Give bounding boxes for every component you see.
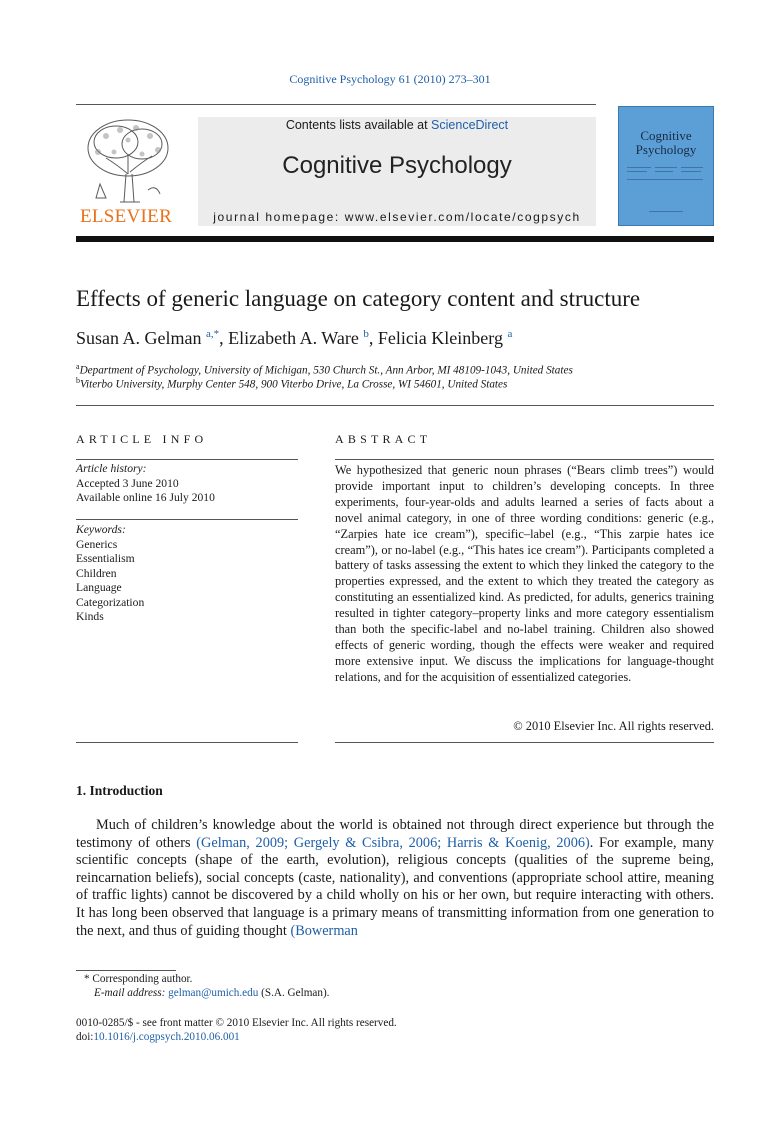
email-suffix: (S.A. Gelman). — [258, 987, 330, 999]
online-date: Available online 16 July 2010 — [76, 491, 215, 504]
info-rule — [76, 519, 298, 520]
cover-line — [681, 171, 701, 172]
affiliation-text: Viterbo University, Murphy Center 548, 900 Viterbo Drive, La Crosse, WI 54601, United States — [80, 378, 508, 391]
article-title: Effects of generic language on category content and structure — [76, 286, 641, 311]
history-label: Article history: — [76, 462, 147, 475]
cover-title-line-1: Cognitive — [640, 128, 692, 143]
cover-line — [627, 171, 647, 172]
header-rule — [76, 104, 596, 105]
cover-line — [655, 171, 673, 172]
issn-line: 0010-0285/$ - see front matter © 2010 Elsevier Inc. All rights reserved. — [76, 1017, 397, 1029]
article-info-heading: ARTICLE INFO — [76, 432, 208, 446]
cover-line — [655, 167, 677, 168]
journal-reference[interactable]: Cognitive Psychology 61 (2010) 273–301 — [289, 72, 491, 86]
cover-line — [627, 167, 651, 168]
info-rule — [76, 742, 298, 743]
author-list: Susan A. Gelman $^{a,*}$, Elizabeth A. Ware $^b$, Felicia Kleinberg $^a$ — [76, 328, 513, 348]
journal-name: Cognitive Psychology — [282, 152, 512, 179]
abstract-copyright: © 2010 Elsevier Inc. All rights reserved. — [513, 719, 714, 733]
cover-line — [627, 179, 703, 180]
abstract-rule — [335, 459, 714, 460]
keyword: Children — [76, 566, 117, 580]
keyword: Language — [76, 581, 122, 594]
corresponding-author-note: * Corresponding author. — [84, 973, 193, 985]
info-rule — [76, 459, 298, 460]
intro-text-1: Much of children’s knowledge about the world is obtained not through direct experience but through the testimony of others — [76, 817, 714, 851]
keyword: Generics — [76, 537, 118, 551]
footnote-rule — [76, 970, 176, 971]
cover-title — [619, 129, 713, 157]
keyword: Essentialism — [76, 552, 135, 565]
email-note — [94, 987, 329, 999]
intro-paragraph — [76, 817, 714, 940]
author-affiliation-mark[interactable]: a — [507, 328, 513, 340]
keyword: Categorization — [76, 595, 145, 609]
abstract-heading: ABSTRACT — [335, 432, 432, 446]
affiliation — [76, 376, 507, 391]
author-name: Susan A. Gelman — [76, 328, 202, 348]
accepted-date: Accepted 3 June 2010 — [76, 476, 179, 490]
citation-link[interactable]: (Gelman, 2009; Gergely & Csibra, 2006; Harris & Koenig, 2006) — [196, 834, 590, 851]
doi-prefix: doi: — [76, 1031, 94, 1043]
keyword: Kinds — [76, 610, 104, 623]
publisher-name: ELSEVIER — [79, 206, 173, 227]
article-history — [76, 462, 298, 506]
section-rule — [76, 405, 714, 406]
author-name: Felicia Kleinberg — [377, 328, 503, 348]
journal-cover-thumbnail — [618, 106, 714, 226]
doi-link[interactable]: 10.1016/j.cogpsych.2010.06.001 — [93, 1031, 240, 1043]
cover-line — [649, 211, 683, 212]
contents-line — [198, 118, 596, 132]
email-link[interactable]: gelman@umich.edu — [168, 987, 259, 999]
author-name: Elizabeth A. Ware — [228, 328, 359, 348]
author-affiliation-mark[interactable]: b — [363, 328, 369, 340]
affiliation-mark: b — [76, 376, 80, 385]
author-affiliation-mark[interactable]: a,* — [206, 328, 220, 340]
affiliation-mark: a — [76, 362, 80, 371]
citation-link[interactable]: (Bowerman — [290, 922, 358, 939]
header-thick-rule — [76, 236, 714, 242]
affiliation-text: Department of Psychology, University of Michigan, 530 Church St., Ann Arbor, MI 48109-1043, United States — [79, 364, 573, 377]
section-heading-introduction: 1. Introduction — [76, 783, 163, 798]
keywords-label: Keywords: — [76, 523, 126, 536]
abstract-rule — [335, 742, 714, 743]
abstract-text: We hypothesized that generic noun phrases (“Bears climb trees”) would provide important input to children’s developing concepts. In three experiments, four-year-olds and adults learned a series of facts about a novel animal category, in one of three wording conditions: generic (e.g., “Zarpies hate ice cream”), specific–label (e.g., “This zarpie hates ice cream”), or no-label (e.g., “This hates ice cream”). Participants completed a battery of tasks assessing the extent to which they linked the category to the properties expressed, and the extent to which they treated the category as constituting an essentialized kind. As predicted, for adults, generics training resulted in tighter category–property links and more category essentialism than both the specific-label and no-label training. Children also showed effects of generic wording, though the effects were weaker and required more extensive input. We discuss the implications for language-thought relations, and for the acquisition of essentialized categories. — [335, 463, 714, 684]
sciencedirect-link[interactable]: ScienceDirect — [431, 118, 509, 132]
cover-line — [681, 167, 703, 168]
cover-title-line-2: Psychology — [635, 142, 697, 157]
contents-prefix: Contents lists available at — [285, 118, 432, 132]
affiliation — [76, 362, 573, 377]
intro-text-2: . For example, many scientific concepts (shape of the earth, evolution), religious concepts (qualities of the supreme being, reincarnation beliefs), social concepts (caste, nationality), and conventions (appropriate school attire, meaning of traffic lights) cannot be discovered by a child wholly on his or her own, but require interacting with others. It has long been observed that language is a primary means of transmitting information from one generation to the next, and thus of guiding thought — [76, 834, 715, 939]
keywords — [76, 523, 298, 625]
journal-homepage[interactable]: journal homepage: www.elsevier.com/locate/cogpsych — [213, 210, 581, 224]
email-label: E-mail address: — [94, 987, 169, 999]
doi-line — [76, 1031, 240, 1043]
